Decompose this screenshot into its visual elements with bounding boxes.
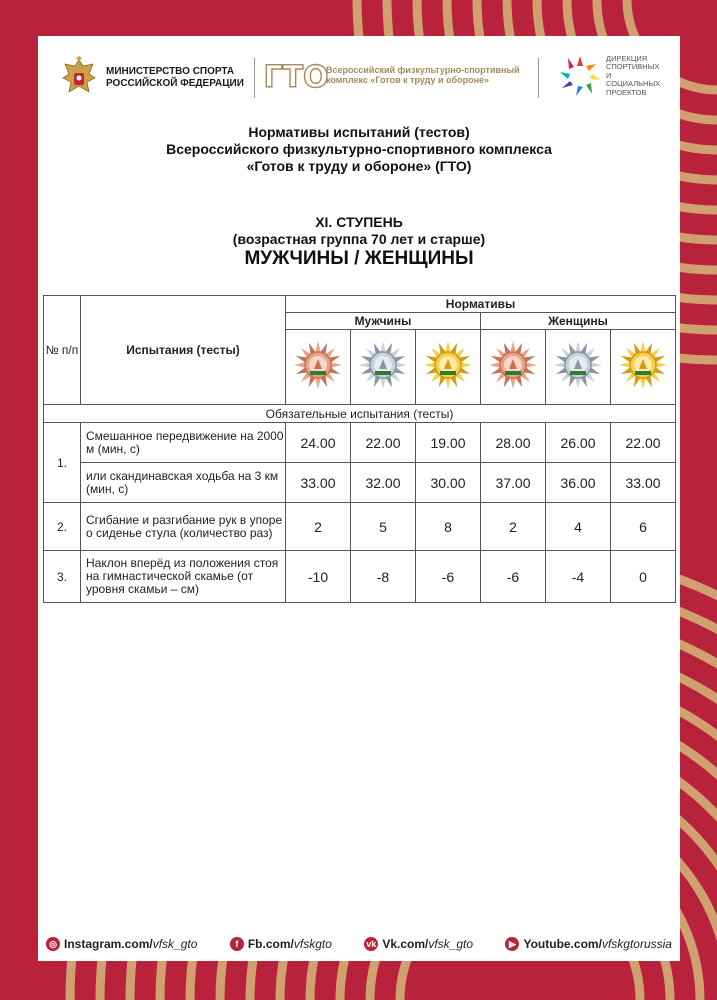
instagram-icon: ◎ — [46, 937, 60, 951]
header-logos — [38, 48, 680, 110]
norm-value: 24.00 — [286, 423, 351, 463]
gender-heading: МУЖЧИНЫ / ЖЕНЩИНЫ — [244, 248, 474, 269]
stage-number: XI. СТУПЕНЬ — [315, 214, 403, 230]
title-line: Нормативы испытаний (тестов) — [248, 124, 470, 140]
document-title — [38, 124, 680, 175]
test-name: Смешанное передвижение на 2000 м (мин, с) — [81, 423, 286, 463]
badge-cell — [286, 330, 351, 405]
stage-heading — [38, 214, 680, 270]
ministry-name: МИНИСТЕРСТВО СПОРТА РОССИЙСКОЙ ФЕДЕРАЦИИ — [106, 66, 244, 89]
social-footer — [38, 934, 680, 954]
header-number: № п/п — [44, 296, 81, 405]
gto-mark-icon — [263, 54, 329, 96]
table-row — [44, 423, 676, 463]
header-men: Мужчины — [286, 313, 481, 330]
norms-table — [43, 295, 676, 603]
vk-prefix: Vk.com/ — [382, 937, 429, 951]
title-line: Всероссийского физкультурно-спортивного комплекса — [166, 141, 552, 157]
bronze-badge-icon — [488, 340, 538, 390]
norm-value: 0 — [611, 551, 676, 603]
norm-value: 2 — [481, 503, 546, 551]
gto-logo — [263, 54, 526, 96]
title-line: «Готов к труду и обороне» (ГТО) — [246, 158, 472, 174]
silver-badge-icon — [358, 340, 408, 390]
vk-icon: vk — [366, 939, 377, 949]
gold-badge-icon — [423, 340, 473, 390]
table-row — [44, 503, 676, 551]
table-row — [44, 463, 676, 503]
directorate-name: ДИРЕКЦИЯ СПОРТИВНЫХ И СОЦИАЛЬНЫХ ПРОЕКТОВ — [606, 53, 661, 97]
youtube-handle: vfskgtorussia — [601, 937, 672, 951]
youtube-link[interactable] — [505, 934, 671, 954]
norm-value: -4 — [546, 551, 611, 603]
age-group: (возрастная группа 70 лет и старше) — [232, 231, 486, 247]
badge-cell — [546, 330, 611, 405]
eagle-emblem-icon — [60, 56, 98, 100]
table-row — [44, 551, 676, 603]
gto-description: Всероссийский физкультурно-спортивный комплекс «Готов к труду и обороне» — [326, 64, 520, 85]
youtube-icon: ▶ — [505, 937, 519, 951]
document-sheet — [38, 36, 680, 961]
ministry-logo — [60, 56, 246, 100]
silver-badge-icon — [553, 340, 603, 390]
badge-cell — [351, 330, 416, 405]
youtube-prefix: Youtube.com/ — [523, 937, 602, 951]
logo-divider — [254, 58, 255, 98]
norm-value: 2 — [286, 503, 351, 551]
star-cluster-icon — [558, 54, 602, 98]
facebook-prefix: Fb.com/ — [247, 937, 294, 951]
norm-value: 4 — [546, 503, 611, 551]
instagram-prefix: Instagram.com/ — [64, 937, 153, 951]
norm-value: 30.00 — [416, 463, 481, 503]
badge-cell — [481, 330, 546, 405]
badge-cell — [611, 330, 676, 405]
vk-handle: vfsk_gto — [428, 937, 474, 951]
instagram-handle: vfsk_gto — [152, 937, 198, 951]
norm-value: 36.00 — [546, 463, 611, 503]
norm-value: 5 — [351, 503, 416, 551]
norm-value: -8 — [351, 551, 416, 603]
instagram-link[interactable] — [46, 934, 197, 954]
facebook-link[interactable] — [230, 934, 332, 954]
badge-cell — [416, 330, 481, 405]
test-name: или скандинавская ходьба на 3 км (мин, с) — [81, 463, 286, 503]
norm-value: 33.00 — [611, 463, 676, 503]
norm-value: 33.00 — [286, 463, 351, 503]
norm-value: -10 — [286, 551, 351, 603]
header-women: Женщины — [481, 313, 676, 330]
test-name: Сгибание и разгибание рук в упоре о сиденье стула (количество раз) — [81, 503, 286, 551]
norm-value: 28.00 — [481, 423, 546, 463]
logo-divider — [538, 58, 539, 98]
facebook-icon: f — [230, 937, 244, 951]
norm-value: 19.00 — [416, 423, 481, 463]
row-number: 2. — [44, 503, 81, 551]
norm-value: -6 — [481, 551, 546, 603]
gold-badge-icon — [618, 340, 668, 390]
norm-value: 6 — [611, 503, 676, 551]
bronze-badge-icon — [293, 340, 343, 390]
norm-value: -6 — [416, 551, 481, 603]
norm-value: 26.00 — [546, 423, 611, 463]
vk-link[interactable] — [364, 934, 473, 954]
norm-value: 22.00 — [611, 423, 676, 463]
norm-value: 32.00 — [351, 463, 416, 503]
row-number: 3. — [44, 551, 81, 603]
header-norms: Нормативы — [286, 296, 676, 313]
row-number: 1. — [44, 423, 81, 503]
header-tests: Испытания (тесты) — [81, 296, 286, 405]
svg-text:ГТО: ГТО — [263, 60, 329, 95]
test-name: Наклон вперёд из положения стоя на гимнастической скамье (от уровня скамьи – см) — [81, 551, 286, 603]
norm-value: 22.00 — [351, 423, 416, 463]
norm-value: 8 — [416, 503, 481, 551]
facebook-handle: vfskgto — [293, 937, 332, 951]
section-mandatory: Обязательные испытания (тесты) — [44, 405, 676, 423]
norm-value: 37.00 — [481, 463, 546, 503]
directorate-logo — [558, 54, 666, 98]
